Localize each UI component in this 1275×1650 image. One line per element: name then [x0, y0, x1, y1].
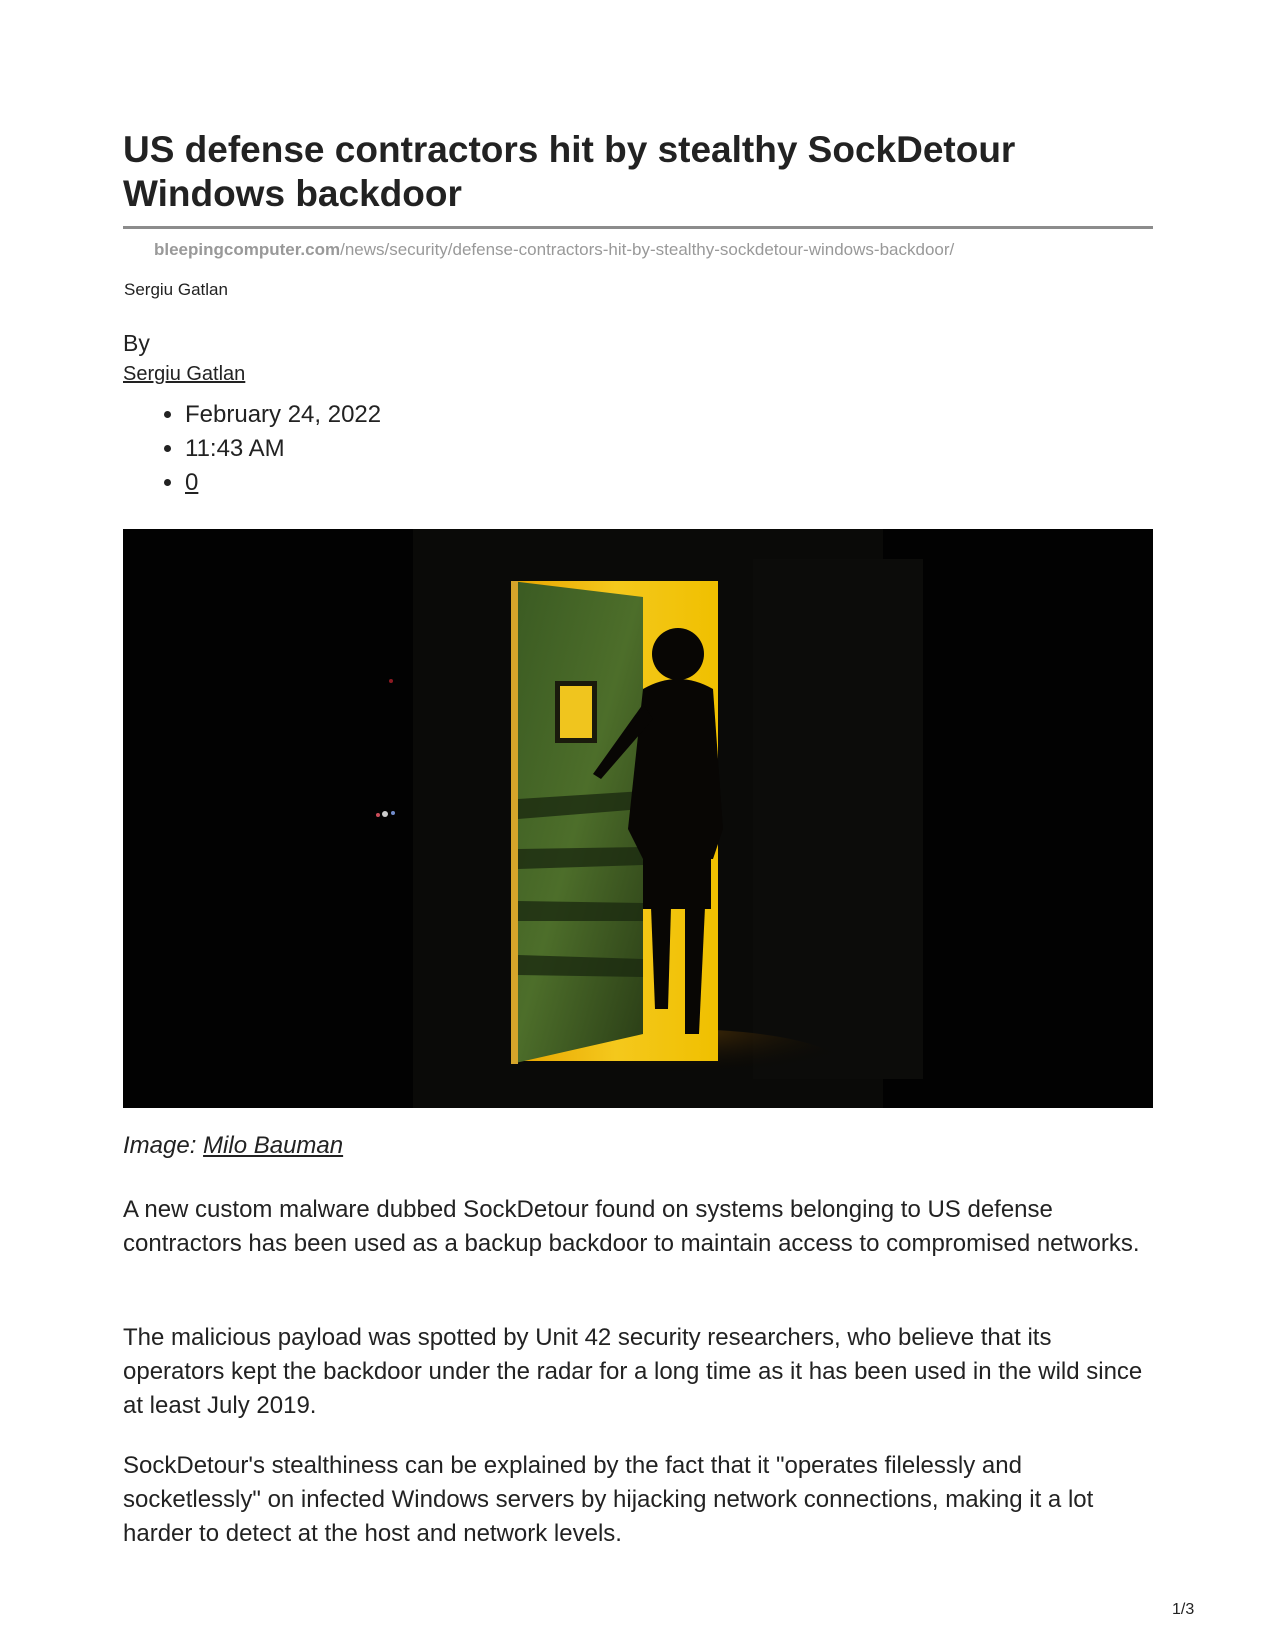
publish-date: • February 24, 2022: [185, 398, 381, 432]
caption-prefix: Image:: [123, 1132, 197, 1159]
source-url[interactable]: [154, 240, 954, 260]
comment-count-item: [185, 466, 381, 500]
author-name: Sergiu Gatlan: [124, 280, 228, 299]
body-paragraph-3: SockDetour's stealthiness can be explained by the fact that it "operates filelessly and socketlessly" on infected Windows servers by hijacking network connections, making it a lot harder to detect at the host and network levels.: [123, 1452, 1094, 1547]
comment-count-link[interactable]: 0: [185, 469, 199, 496]
body-paragraph-1: A new custom malware dubbed SockDetour found on systems belonging to US defense contractors has been used as a backup backdoor to maintain access to compromised networks.: [123, 1196, 1140, 1257]
title-divider: [123, 226, 1153, 229]
source-domain: bleepingcomputer.com: [154, 240, 341, 259]
image-caption: [123, 1132, 343, 1160]
body-paragraph-2: The malicious payload was spotted by Unit 42 security researchers, who believe that its operators kept the backdoor under the radar for a long time as it has been used in the wild since at least July 2019.: [123, 1324, 1143, 1419]
article-title: US defense contractors hit by stealthy SockDetour Windows backdoor: [123, 129, 1016, 214]
publish-time: • 11:43 AM: [185, 432, 381, 466]
byline-label: By: [123, 330, 150, 356]
article-meta-list: [123, 398, 381, 500]
hero-illustration: [123, 529, 1153, 1108]
image-credit-link[interactable]: Milo Bauman: [203, 1132, 344, 1159]
author-link[interactable]: Sergiu Gatlan: [123, 363, 246, 385]
hero-image: [123, 529, 1153, 1108]
page-number: 1/3: [1172, 1601, 1195, 1618]
source-path: /news/security/defense-contractors-hit-by-stealthy-sockdetour-windows-backdoor/: [340, 240, 955, 259]
